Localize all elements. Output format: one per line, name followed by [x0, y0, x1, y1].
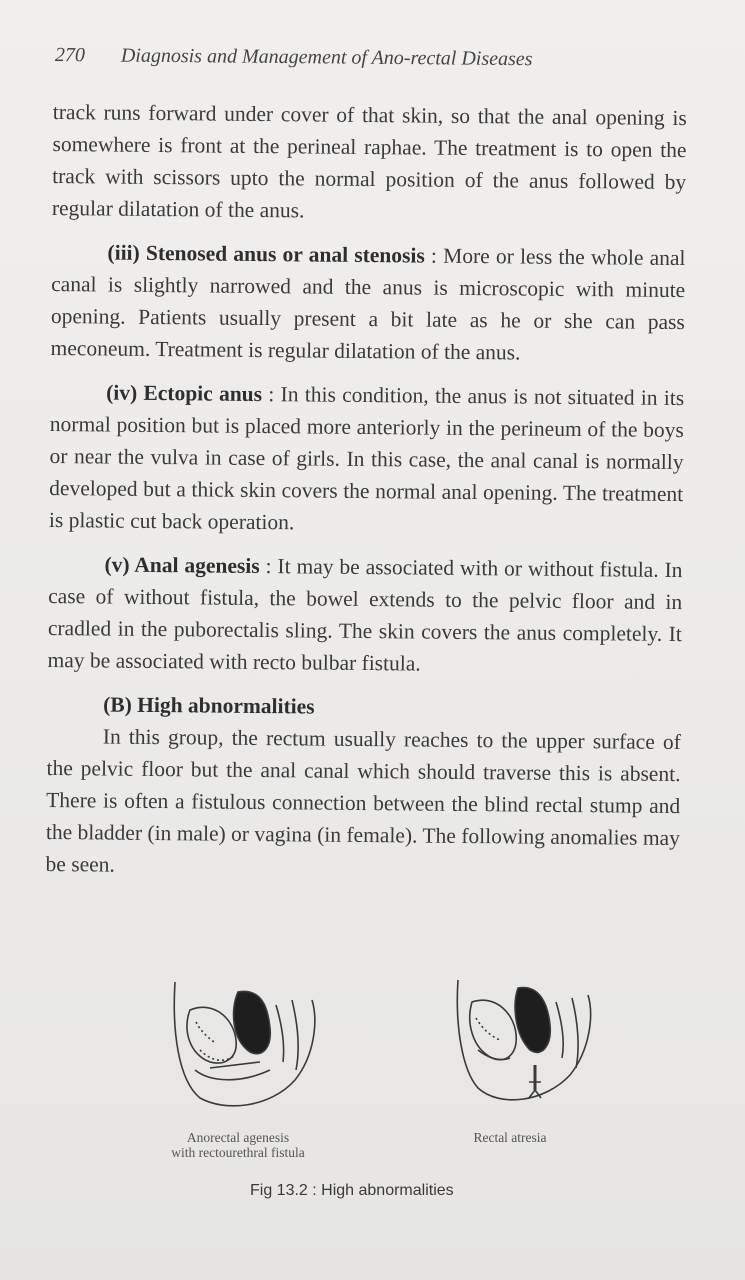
term-stenosed-anus: (iii) Stenosed anus or anal stenosis	[107, 240, 425, 268]
paragraph-continuation: track runs forward under cover of that skin, so that the anal opening is somewhere is front at the perineal raphae. The treatment is to open the track with scissors upto the normal position of the anus followed by regular dilatation of the anus.	[51, 99, 687, 223]
text-anal-agenesis: : It may be associated with or without fistula. In case of without fistula, the bowel extends to the pelvic floor and in cradled in the puborectalis sling. The skin covers the anus completely. It may be associated with recto bulbar fistula.	[47, 554, 683, 676]
term-ectopic-anus: (iv) Ectopic anus	[106, 380, 263, 407]
caption-anorectal-agenesis	[138, 1130, 338, 1160]
page-number: 270	[54, 44, 85, 67]
text-stenosed-anus: : More or less the whole anal canal is slightly narrowed and the anus is microscopic with minute opening. Patients usually present a bit late as he or she can pass meconeum. Treatment is regular dilatation of the anus.	[50, 243, 686, 365]
section-heading-high-abnormalities: (B) High abnormalities	[103, 692, 315, 719]
term-anal-agenesis: (v) Anal agenesis	[104, 552, 260, 579]
paragraph-stenosed-anus	[50, 236, 685, 370]
illustration-rectal-atresia	[457, 980, 590, 1100]
figure-illustrations	[0, 970, 745, 1170]
paragraph-anal-agenesis	[47, 548, 682, 682]
page-body	[45, 96, 686, 886]
paragraph-ectopic-anus	[49, 376, 685, 542]
caption-left-line1: Anorectal agenesis	[186, 1130, 290, 1145]
figure-13-2	[0, 970, 745, 1210]
text-ectopic-anus: : In this condition, the anus is not situated in its normal position but is placed more anteriorly in the perineum of the boys or near the vulva in case of girls. In this case, the anal canal is normally developed but a thick skin covers the normal anal opening. The treatment is plastic cut back operation.	[48, 382, 685, 535]
paragraph-high-abnormalities: In this group, the rectum usually reaches to the upper surface of the pelvic floor but the anal canal which should traverse this is absent. There is often a fistulous connection between the blind rectal stump and the bladder (in male) or vagina (in female). The following anomalies may be seen.	[45, 724, 681, 877]
caption-rectal-atresia: Rectal atresia	[473, 1130, 547, 1145]
caption-left-line2: with rectourethral fistula	[171, 1145, 305, 1160]
figure-caption: Fig 13.2 : High abnormalities	[250, 1182, 454, 1199]
illustration-anorectal-agenesis	[174, 982, 314, 1106]
running-title: Diagnosis and Management of Ano-rectal Diseases	[120, 44, 533, 71]
running-header	[55, 44, 695, 73]
